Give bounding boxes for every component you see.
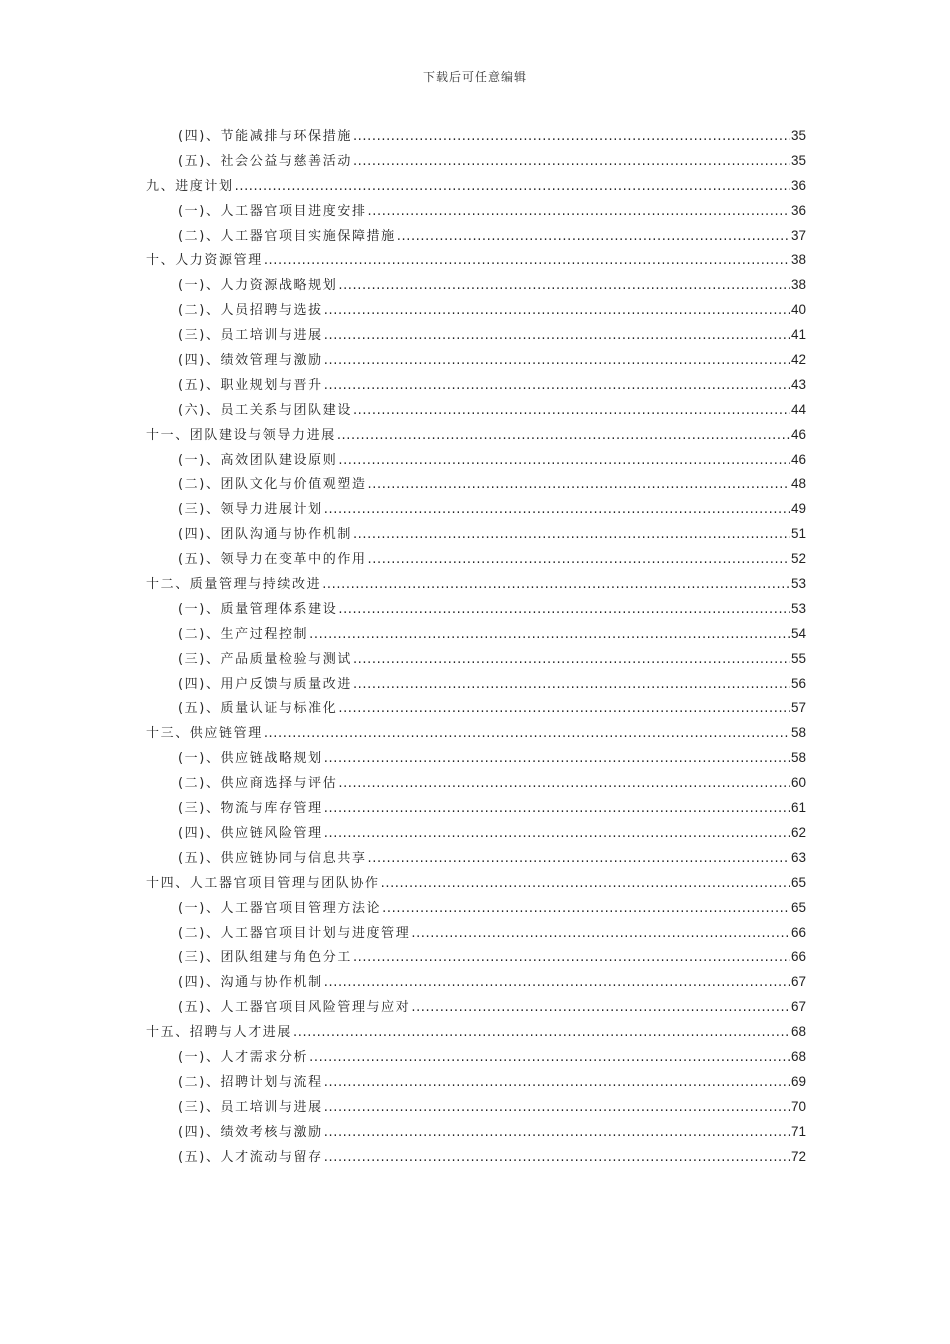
toc-entry-title: (二)、供应商选择与评估 [178,776,338,792]
toc-section-entry[interactable] [146,124,806,149]
toc-page-number: 42 [790,352,806,368]
toc-chapter-entry[interactable] [146,423,806,448]
toc-dot-leader [368,473,790,497]
toc-dot-leader [353,150,790,174]
toc-chapter-entry[interactable] [146,572,806,597]
toc-dot-leader [382,897,790,921]
toc-section-entry[interactable] [146,323,806,348]
toc-section-entry[interactable] [146,298,806,323]
toc-page-number: 53 [790,576,806,592]
toc-page-number: 46 [790,451,806,467]
toc-page-number: 60 [790,775,806,791]
toc-page-number: 40 [790,302,806,318]
toc-section-entry[interactable] [146,149,806,174]
toc-entry-title: (二)、生产过程控制 [178,626,309,642]
toc-entry-title: (二)、招聘计划与流程 [178,1074,323,1090]
toc-section-entry[interactable] [146,398,806,423]
toc-section-entry[interactable] [146,622,806,647]
toc-section-entry[interactable] [146,945,806,970]
toc-entry-title: (二)、人工器官项目计划与进度管理 [178,925,411,941]
table-of-contents [146,124,806,1169]
toc-page-number: 36 [790,202,806,218]
toc-section-entry[interactable] [146,796,806,821]
toc-dot-leader [368,847,790,871]
toc-entry-title: (二)、人工器官项目实施保障措施 [178,228,396,244]
toc-dot-leader [324,971,790,995]
toc-page-number: 69 [790,1073,806,1089]
page-header: 下载后可任意编辑 [422,70,527,84]
toc-page-number: 65 [790,899,806,915]
toc-entry-title: (一)、人工器官项目进度安排 [178,203,367,219]
toc-dot-leader [353,648,790,672]
toc-entry-title: (四)、团队沟通与协作机制 [178,527,352,543]
toc-dot-leader [381,872,790,896]
toc-dot-leader [324,822,790,846]
toc-entry-title: (三)、产品质量检验与测试 [178,651,352,667]
toc-dot-leader [324,1096,790,1120]
toc-dot-leader [368,548,790,572]
toc-entry-title: (二)、人员招聘与选拔 [178,303,323,319]
toc-entry-title: (一)、质量管理体系建设 [178,601,338,617]
toc-dot-leader [324,747,790,771]
toc-entry-title: (三)、物流与库存管理 [178,801,323,817]
toc-entry-title: 十、人力资源管理 [146,253,263,269]
toc-entry-title: (四)、绩效考核与激励 [178,1124,323,1140]
toc-page-number: 54 [790,625,806,641]
toc-section-entry[interactable] [146,547,806,572]
toc-chapter-entry[interactable] [146,248,806,273]
toc-page-number: 38 [790,252,806,268]
toc-dot-leader [324,324,790,348]
toc-section-entry[interactable] [146,672,806,697]
toc-dot-leader [338,772,790,796]
toc-section-entry[interactable] [146,771,806,796]
toc-page-number: 51 [790,526,806,542]
toc-section-entry[interactable] [146,1045,806,1070]
toc-section-entry[interactable] [146,273,806,298]
toc-section-entry[interactable] [146,821,806,846]
toc-page-number: 44 [790,401,806,417]
toc-dot-leader [397,225,790,249]
toc-dot-leader [324,299,790,323]
toc-page-number: 35 [790,128,806,143]
toc-entry-title: (一)、高效团队建设原则 [178,452,338,468]
toc-page-number: 36 [790,177,806,193]
toc-entry-title: (一)、人才需求分析 [178,1049,309,1065]
toc-dot-leader [338,598,790,622]
toc-dot-leader [353,673,790,697]
toc-section-entry[interactable] [146,497,806,522]
toc-page-number: 67 [790,974,806,990]
toc-dot-leader [368,200,790,224]
toc-section-entry[interactable] [146,348,806,373]
toc-page-number: 37 [790,227,806,243]
toc-entry-title: (五)、社会公益与慈善活动 [178,153,352,169]
toc-chapter-entry[interactable] [146,871,806,896]
toc-entry-title: (六)、员工关系与团队建设 [178,402,352,418]
toc-page-number: 57 [790,700,806,716]
toc-dot-leader [338,449,790,473]
toc-page-number: 49 [790,501,806,517]
toc-section-entry[interactable] [146,970,806,995]
toc-page-number: 52 [790,551,806,567]
toc-dot-leader [293,1021,790,1045]
toc-page-number: 56 [790,675,806,691]
toc-entry-title: (三)、员工培训与进展 [178,328,323,344]
toc-section-entry[interactable] [146,896,806,921]
toc-entry-title: 十二、质量管理与持续改进 [146,577,322,593]
toc-page-number: 53 [790,600,806,616]
toc-section-entry[interactable] [146,597,806,622]
toc-entry-title: (四)、节能减排与环保措施 [178,129,352,144]
toc-entry-title: (三)、员工培训与进展 [178,1099,323,1115]
toc-page-number: 66 [790,949,806,965]
toc-dot-leader [324,374,790,398]
toc-entry-title: (三)、领导力进展计划 [178,502,323,518]
toc-section-entry[interactable] [146,746,806,771]
toc-page-number: 58 [790,725,806,741]
toc-section-entry[interactable] [146,472,806,497]
toc-chapter-entry[interactable] [146,721,806,746]
toc-page-number: 41 [790,327,806,343]
toc-page-number: 46 [790,426,806,442]
toc-dot-leader [338,274,790,298]
toc-dot-leader [411,996,790,1020]
toc-dot-leader [264,249,790,273]
toc-page-number: 72 [790,1148,806,1164]
toc-dot-leader [353,125,790,149]
toc-dot-leader [324,1121,790,1145]
toc-page-number: 43 [790,376,806,392]
toc-page-number: 62 [790,824,806,840]
toc-section-entry[interactable] [146,696,806,721]
toc-dot-leader [309,1046,790,1070]
toc-section-entry[interactable] [146,199,806,224]
toc-page-number: 67 [790,999,806,1015]
toc-section-entry[interactable] [146,995,806,1020]
toc-entry-title: (一)、人工器官项目管理方法论 [178,900,382,916]
toc-section-entry[interactable] [146,373,806,398]
toc-section-entry[interactable] [146,1095,806,1120]
toc-entry-title: (一)、供应链战略规划 [178,751,323,767]
toc-page-number: 68 [790,1024,806,1040]
toc-section-entry[interactable] [146,921,806,946]
toc-section-entry[interactable] [146,224,806,249]
toc-dot-leader [324,349,790,373]
toc-section-entry[interactable] [146,1120,806,1145]
toc-page-number: 35 [790,152,806,168]
toc-dot-leader [324,1146,790,1170]
toc-chapter-entry[interactable] [146,1020,806,1045]
toc-dot-leader [411,922,790,946]
toc-section-entry[interactable] [146,522,806,547]
toc-entry-title: (五)、质量认证与标准化 [178,701,338,717]
toc-entry-title: 十四、人工器官项目管理与团队协作 [146,875,380,891]
toc-entry-title: (二)、团队文化与价值观塑造 [178,477,367,493]
toc-page-number: 70 [790,1098,806,1114]
toc-entry-title: 十五、招聘与人才进展 [146,1025,293,1041]
toc-entry-title: (五)、人工器官项目风险管理与应对 [178,1000,411,1016]
toc-dot-leader [322,573,790,597]
toc-page-number: 38 [790,277,806,293]
toc-section-entry[interactable] [146,1070,806,1095]
toc-page-number: 61 [790,800,806,816]
toc-section-entry[interactable] [146,846,806,871]
toc-dot-leader [324,498,790,522]
toc-page-number: 66 [790,924,806,940]
toc-chapter-entry[interactable] [146,174,806,199]
toc-entry-title: 九、进度计划 [146,178,234,194]
toc-page-number: 48 [790,476,806,492]
toc-page-number: 71 [790,1123,806,1139]
toc-dot-leader [353,399,790,423]
toc-dot-leader [309,623,790,647]
toc-dot-leader [324,1071,790,1095]
toc-dot-leader [337,424,790,448]
toc-page-number: 65 [790,874,806,890]
toc-page-number: 68 [790,1048,806,1064]
toc-entry-title: 十一、团队建设与领导力进展 [146,427,336,443]
toc-page-number: 55 [790,650,806,666]
toc-dot-leader [353,946,790,970]
toc-entry-title: (三)、团队组建与角色分工 [178,950,352,966]
toc-page-number: 58 [790,750,806,766]
toc-dot-leader [264,722,790,746]
toc-entry-title: (四)、沟通与协作机制 [178,975,323,991]
toc-section-entry[interactable] [146,448,806,473]
toc-dot-leader [235,175,790,199]
toc-entry-title: (五)、供应链协同与信息共享 [178,850,367,866]
toc-entry-title: (四)、供应链风险管理 [178,825,323,841]
toc-dot-leader [324,797,790,821]
toc-entry-title: (五)、领导力在变革中的作用 [178,552,367,568]
toc-entry-title: (一)、人力资源战略规划 [178,278,338,294]
toc-section-entry[interactable] [146,647,806,672]
toc-page-number: 63 [790,849,806,865]
toc-entry-title: (五)、人才流动与留存 [178,1149,323,1165]
toc-dot-leader [338,697,790,721]
toc-dot-leader [353,523,790,547]
toc-entry-title: (四)、绩效管理与激励 [178,353,323,369]
toc-entry-title: 十三、供应链管理 [146,726,263,742]
toc-entry-title: (五)、职业规划与晋升 [178,377,323,393]
toc-section-entry[interactable] [146,1145,806,1170]
toc-entry-title: (四)、用户反馈与质量改进 [178,676,352,692]
